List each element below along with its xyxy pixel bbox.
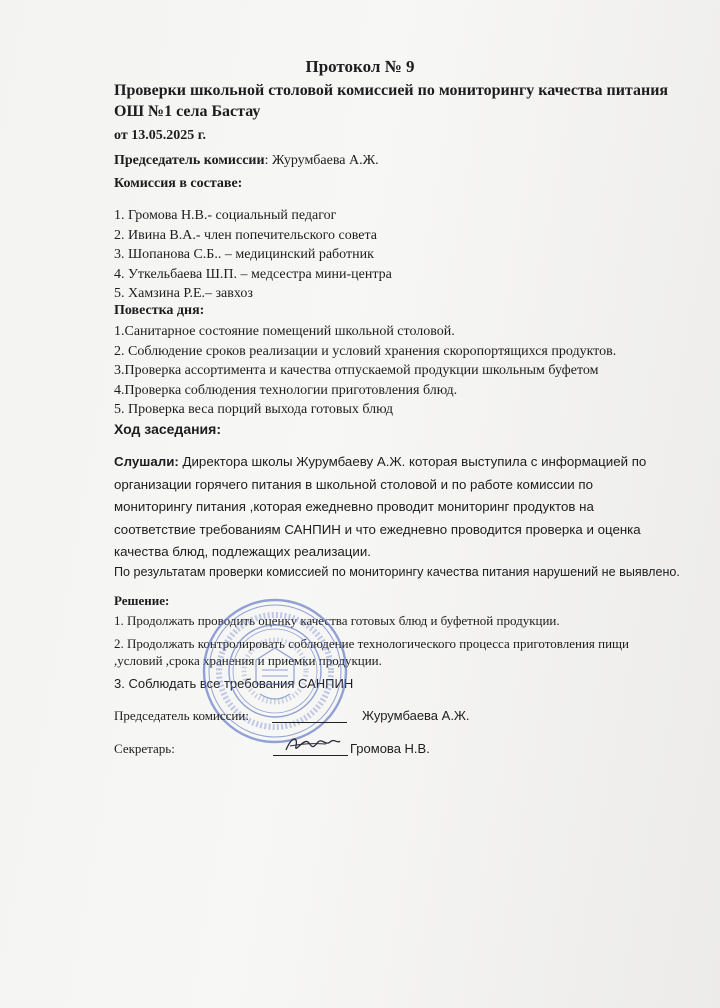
list-item: 2. Ивина В.А.- член попечительского совета bbox=[114, 227, 378, 243]
result-paragraph: По результатам проверки комиссией по мониторингу качества питания нарушений не выявлено. bbox=[114, 565, 680, 579]
secretary-signature-name: Громова Н.В. bbox=[350, 741, 430, 756]
document-subtitle: Проверки школьной столовой комиссией по мониторингу качества питания ОШ №1 села Бастау bbox=[114, 82, 669, 120]
agenda-heading: Повестка дня: bbox=[114, 303, 205, 318]
list-item: 1. Громова Н.В.- социальный педагог bbox=[114, 208, 337, 223]
secretary-signature-label: Секретарь: bbox=[114, 741, 175, 756]
heard-text: Директора школы Журумбаеву А.Ж. которая выступила с информацией по организации горячего питания в школьной столовой и по работе комиссии по мониторингу питания ,которая ежедневно проводит мониторинг продуктов на соответствие требованиям САНПИН и что ежедневно проводится проверка и оценка качества блюд, подлежащих реализации. bbox=[114, 454, 647, 559]
list-item: 4. Уткельбаева Ш.П. – медсестра мини-центра bbox=[114, 266, 392, 282]
agenda-list bbox=[114, 322, 616, 420]
decision-item: 1. Продолжать проводить оценку качества готовых блюд и буфетной продукции. bbox=[114, 613, 560, 628]
chair-signature-label: Председатель комиссии: bbox=[114, 708, 249, 723]
decision-item: 2. Продолжать контролировать соблюдение технологического процесса приготовления пищи ,условий ,срока хранения и приемки продукции. bbox=[114, 636, 630, 668]
chairperson-line bbox=[114, 153, 379, 169]
decision-item: 3. Соблюдать все требования САНПИН bbox=[114, 676, 354, 691]
chair-signature-line bbox=[272, 722, 347, 723]
list-item: 3. Шопанова С.Б.. – медицинский работник bbox=[114, 247, 374, 262]
list-item: 4.Проверка соблюдения технологии приготовления блюд. bbox=[114, 382, 458, 398]
progress-heading: Ход заседания: bbox=[114, 421, 221, 437]
list-item: 5. Хамзина Р.Е.– завхоз bbox=[114, 286, 253, 301]
members-list bbox=[114, 206, 392, 304]
chair-signature-name: Журумбаева А.Ж. bbox=[362, 708, 470, 723]
secretary-signature-icon bbox=[282, 732, 344, 756]
commission-heading: Комиссия в составе: bbox=[114, 176, 243, 191]
document-title: Протокол № 9 bbox=[305, 57, 415, 76]
chairperson-label: Председатель комиссии bbox=[114, 153, 265, 168]
document-date: от 13.05.2025 г. bbox=[114, 128, 206, 143]
list-item: 2. Соблюдение сроков реализации и условий хранения скоропортящихся продуктов. bbox=[114, 343, 617, 359]
chairperson-name: : Журумбаева А.Ж. bbox=[264, 153, 379, 168]
heard-label: Слушали: bbox=[114, 454, 179, 469]
list-item: 5. Проверка веса порций выхода готовых блюд bbox=[114, 402, 394, 417]
list-item: 3.Проверка ассортимента и качества отпускаемой продукции школьным буфетом bbox=[114, 363, 599, 378]
decision-heading: Решение: bbox=[114, 593, 170, 608]
heard-paragraph bbox=[114, 451, 674, 564]
list-item: 1.Санитарное состояние помещений школьной столовой. bbox=[114, 324, 455, 339]
